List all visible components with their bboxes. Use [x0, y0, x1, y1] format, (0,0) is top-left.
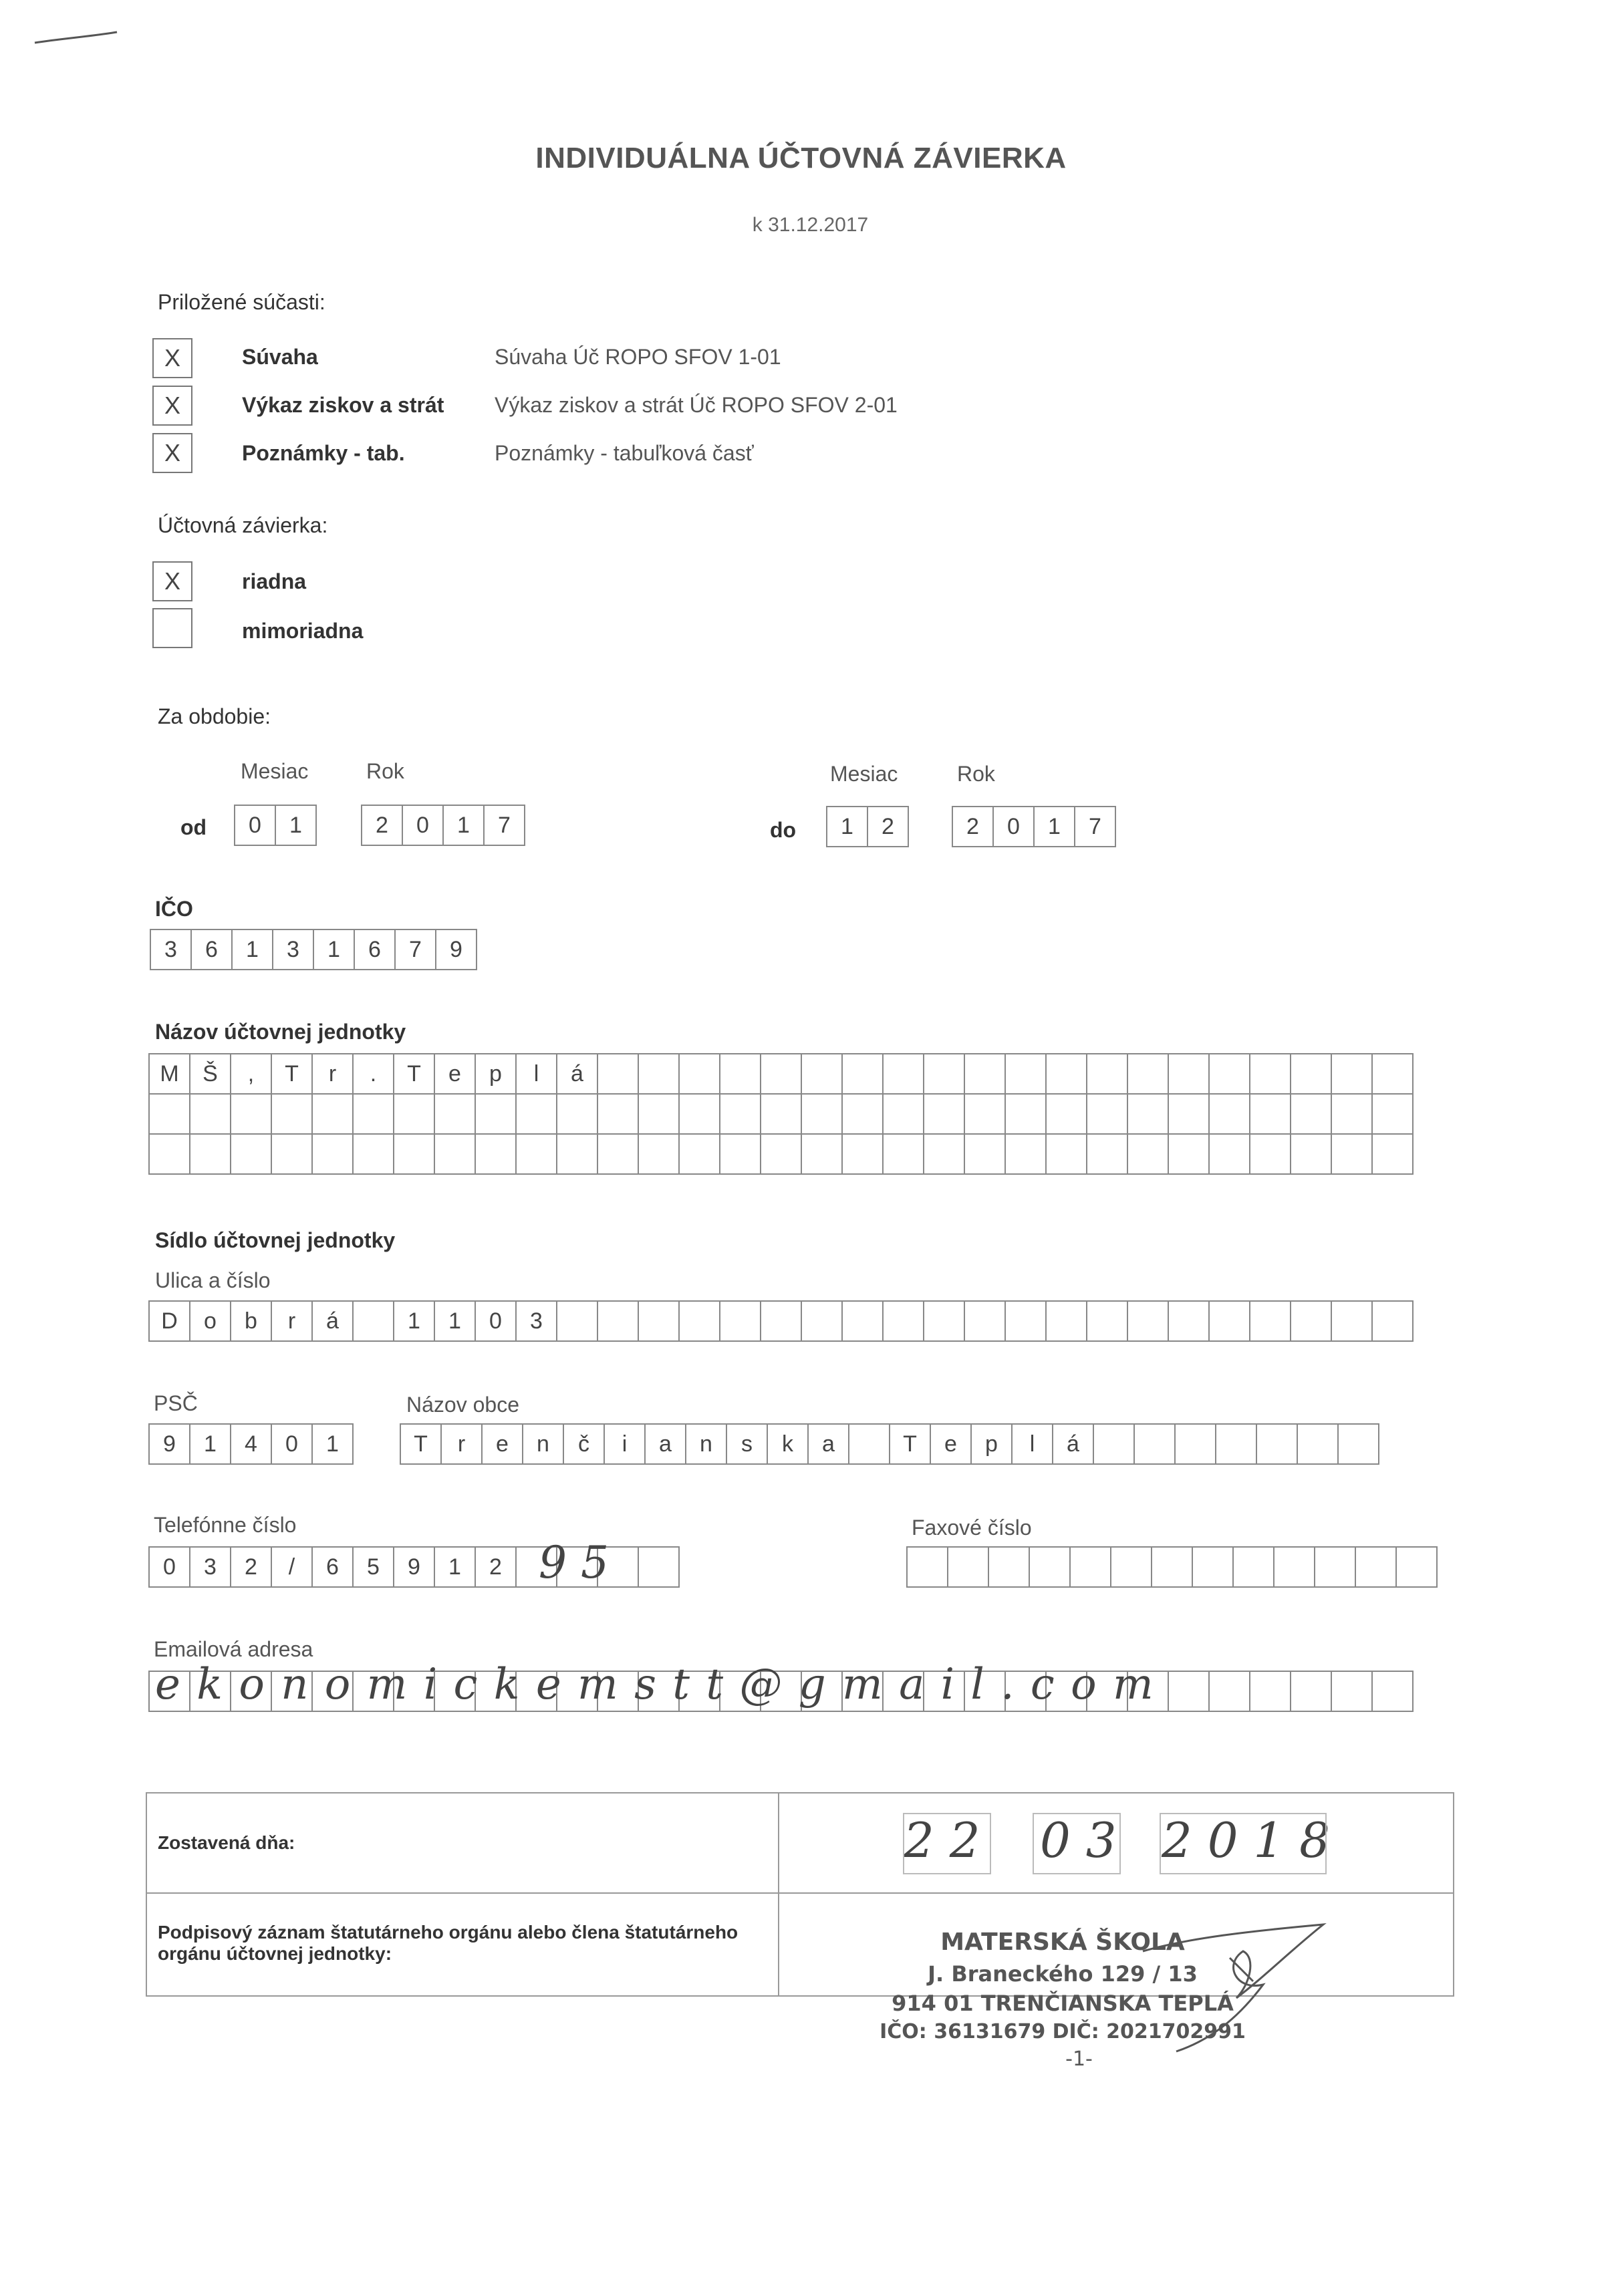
empty-cell	[1169, 1671, 1210, 1712]
from-label: od	[180, 815, 207, 839]
empty-cell	[720, 1093, 761, 1135]
empty-cell	[1087, 1093, 1128, 1135]
closing-checkbox-mimoriadna[interactable]	[152, 608, 192, 648]
psc-digit: 0	[272, 1423, 313, 1465]
attachment-desc-suvaha: Súvaha Úč ROPO SFOV 1-01	[495, 345, 781, 369]
city-char: k	[768, 1423, 809, 1465]
city-char: i	[605, 1423, 646, 1465]
empty-cell	[1006, 1300, 1047, 1342]
empty-cell	[720, 1300, 761, 1342]
ico-digit: 3	[151, 929, 192, 970]
street-char: 1	[394, 1300, 435, 1342]
compiled-year: 2 0 1 8	[1162, 1812, 1330, 1868]
empty-cell	[965, 1300, 1006, 1342]
empty-cell	[965, 1053, 1006, 1095]
signoff-divider-horizontal	[146, 1892, 1454, 1894]
phone-char: 0	[150, 1546, 190, 1588]
to-year-label: Rok	[957, 762, 995, 786]
empty-cell	[1169, 1053, 1210, 1095]
empty-cell	[150, 1093, 190, 1135]
empty-cell	[1210, 1300, 1250, 1342]
empty-cell	[761, 1093, 802, 1135]
empty-cell	[1006, 1093, 1047, 1135]
empty-cell	[1250, 1671, 1291, 1712]
empty-cell	[884, 1053, 924, 1095]
empty-cell	[1332, 1671, 1373, 1712]
from-month-digit: 1	[276, 805, 317, 846]
page-number: -1-	[1065, 2047, 1093, 2071]
to-year-digit: 7	[1075, 806, 1116, 847]
empty-cell	[1234, 1546, 1274, 1588]
city-char: r	[442, 1423, 483, 1465]
to-year-digit: 1	[1035, 806, 1075, 847]
empty-cell	[1169, 1093, 1210, 1135]
entity-name-row-2	[148, 1093, 1414, 1135]
empty-cell	[1006, 1133, 1047, 1175]
entity-name-char: M	[150, 1053, 190, 1095]
signoff-divider-vertical	[778, 1792, 779, 1997]
closing-label-riadna: riadna	[242, 569, 307, 593]
empty-cell	[1087, 1300, 1128, 1342]
psc-label: PSČ	[154, 1391, 198, 1415]
pen-mark	[33, 27, 120, 47]
empty-cell	[1332, 1133, 1373, 1175]
empty-cell	[1210, 1093, 1250, 1135]
from-month-label: Mesiac	[241, 759, 309, 783]
empty-cell	[1071, 1546, 1111, 1588]
ico-digit: 3	[273, 929, 314, 970]
empty-cell	[1339, 1423, 1379, 1465]
phone-handwritten-digits: 9 5	[539, 1537, 609, 1588]
empty-cell	[720, 1053, 761, 1095]
empty-cell	[1006, 1053, 1047, 1095]
street-char: 3	[517, 1300, 557, 1342]
phone-char: 9	[394, 1546, 435, 1588]
attachment-label-suvaha: Súvaha	[242, 345, 318, 369]
from-year-label: Rok	[366, 759, 404, 783]
empty-cell	[313, 1093, 354, 1135]
empty-cell	[948, 1546, 989, 1588]
entity-name-row-1	[148, 1053, 1414, 1095]
ico-digit: 6	[355, 929, 396, 970]
to-year-field[interactable]	[952, 806, 1116, 847]
period-heading: Za obdobie:	[158, 704, 271, 728]
street-char: D	[150, 1300, 190, 1342]
empty-cell	[1047, 1133, 1087, 1175]
empty-cell	[1298, 1423, 1339, 1465]
entity-name-row-3	[148, 1133, 1414, 1175]
empty-cell	[843, 1093, 884, 1135]
street-char: b	[231, 1300, 272, 1342]
empty-cell	[1210, 1133, 1250, 1175]
ico-label: IČO	[155, 897, 193, 921]
empty-cell	[435, 1133, 476, 1175]
empty-cell	[639, 1546, 680, 1588]
phone-char: 2	[476, 1546, 517, 1588]
empty-cell	[598, 1053, 639, 1095]
phone-char: 2	[231, 1546, 272, 1588]
empty-cell	[1152, 1546, 1193, 1588]
entity-name-char: T	[272, 1053, 313, 1095]
empty-cell	[1250, 1093, 1291, 1135]
entity-name-char: ,	[231, 1053, 272, 1095]
attachment-label-vykaz: Výkaz ziskov a strát	[242, 393, 444, 417]
empty-cell	[802, 1300, 843, 1342]
city-char: T	[890, 1423, 931, 1465]
empty-cell	[394, 1133, 435, 1175]
from-year-field[interactable]	[361, 805, 525, 846]
empty-cell	[802, 1053, 843, 1095]
street-char: 0	[476, 1300, 517, 1342]
empty-cell	[1169, 1133, 1210, 1175]
from-month-field[interactable]	[234, 805, 317, 846]
stamp-line-3: 914 01 TRENČIANSKA TEPLÁ	[892, 1991, 1234, 2016]
empty-cell	[1315, 1546, 1356, 1588]
empty-cell	[1373, 1093, 1414, 1135]
city-char	[849, 1423, 890, 1465]
empty-cell	[639, 1053, 680, 1095]
city-field[interactable]	[400, 1423, 1379, 1465]
entity-name-char: l	[517, 1053, 557, 1095]
empty-cell	[989, 1546, 1030, 1588]
from-month-digit: 0	[235, 805, 276, 846]
city-char: e	[931, 1423, 972, 1465]
city-char: l	[1013, 1423, 1053, 1465]
empty-cell	[517, 1133, 557, 1175]
empty-cell	[557, 1093, 598, 1135]
empty-cell	[1332, 1093, 1373, 1135]
attachment-checkbox-suvaha[interactable]: X	[152, 338, 192, 378]
entity-name-char: á	[557, 1053, 598, 1095]
empty-cell	[1373, 1671, 1414, 1712]
empty-cell	[517, 1093, 557, 1135]
fax-field[interactable]	[906, 1546, 1438, 1588]
empty-cell	[557, 1300, 598, 1342]
entity-name-char: Š	[190, 1053, 231, 1095]
from-year-digit: 7	[485, 805, 525, 846]
empty-cell	[802, 1093, 843, 1135]
city-char: p	[972, 1423, 1013, 1465]
phone-char: 1	[435, 1546, 476, 1588]
address-heading: Sídlo účtovnej jednotky	[155, 1228, 396, 1252]
empty-cell	[1210, 1671, 1250, 1712]
city-char: T	[401, 1423, 442, 1465]
empty-cell	[680, 1133, 720, 1175]
empty-cell	[598, 1093, 639, 1135]
empty-cell	[884, 1300, 924, 1342]
empty-cell	[1291, 1093, 1332, 1135]
empty-cell	[1128, 1053, 1169, 1095]
ico-digit: 1	[314, 929, 355, 970]
empty-cell	[843, 1133, 884, 1175]
stamp-line-1: MATERSKÁ ŠKOLA	[940, 1928, 1185, 1956]
empty-cell	[1176, 1423, 1216, 1465]
empty-cell	[1274, 1546, 1315, 1588]
ico-digit: 9	[436, 929, 477, 970]
empty-cell	[231, 1093, 272, 1135]
empty-cell	[598, 1300, 639, 1342]
street-char: o	[190, 1300, 231, 1342]
empty-cell	[965, 1133, 1006, 1175]
city-label: Názov obce	[406, 1393, 519, 1417]
empty-cell	[272, 1133, 313, 1175]
psc-field[interactable]	[148, 1423, 354, 1465]
compiled-day: 2 2	[904, 1812, 980, 1868]
empty-cell	[639, 1300, 680, 1342]
phone-char: 5	[354, 1546, 394, 1588]
street-char: á	[313, 1300, 354, 1342]
document-date: k 31.12.2017	[752, 214, 869, 236]
empty-cell	[1257, 1423, 1298, 1465]
city-char: a	[646, 1423, 686, 1465]
psc-digit: 9	[150, 1423, 190, 1465]
fax-label: Faxové číslo	[912, 1516, 1032, 1540]
empty-cell	[1356, 1546, 1397, 1588]
empty-cell	[908, 1546, 948, 1588]
empty-cell	[190, 1133, 231, 1175]
empty-cell	[1111, 1546, 1152, 1588]
empty-cell	[1291, 1671, 1332, 1712]
empty-cell	[313, 1133, 354, 1175]
empty-cell	[680, 1300, 720, 1342]
empty-cell	[1250, 1133, 1291, 1175]
attachment-label-poznamky: Poznámky - tab.	[242, 441, 405, 465]
empty-cell	[761, 1133, 802, 1175]
empty-cell	[1250, 1300, 1291, 1342]
entity-name-char: .	[354, 1053, 394, 1095]
empty-cell	[639, 1093, 680, 1135]
empty-cell	[965, 1093, 1006, 1135]
attachments-heading: Priložené súčasti:	[158, 290, 325, 314]
from-year-digit: 2	[362, 805, 403, 846]
entity-name-char: T	[394, 1053, 435, 1095]
empty-cell	[394, 1093, 435, 1135]
street-label: Ulica a číslo	[155, 1268, 271, 1292]
empty-cell	[639, 1133, 680, 1175]
empty-cell	[1332, 1300, 1373, 1342]
empty-cell	[435, 1093, 476, 1135]
to-month-digit: 1	[827, 806, 868, 847]
city-char: n	[686, 1423, 727, 1465]
city-char: n	[523, 1423, 564, 1465]
empty-cell	[924, 1133, 965, 1175]
empty-cell	[1128, 1133, 1169, 1175]
to-month-label: Mesiac	[830, 762, 898, 786]
stamp-line-2: J. Braneckého 129 / 13	[928, 1961, 1198, 1987]
city-char: č	[564, 1423, 605, 1465]
entity-name-field[interactable]	[148, 1053, 1414, 1175]
to-year-digit: 0	[994, 806, 1035, 847]
empty-cell	[843, 1300, 884, 1342]
empty-cell	[1087, 1053, 1128, 1095]
empty-cell	[924, 1300, 965, 1342]
attachment-desc-poznamky: Poznámky - tabuľková časť	[495, 441, 754, 465]
empty-cell	[476, 1093, 517, 1135]
empty-cell	[802, 1133, 843, 1175]
empty-cell	[476, 1133, 517, 1175]
empty-cell	[190, 1093, 231, 1135]
signature-scribble	[1136, 1911, 1337, 2058]
compiled-month: 0 3	[1040, 1812, 1117, 1868]
empty-cell	[231, 1133, 272, 1175]
empty-cell	[598, 1133, 639, 1175]
ico-field[interactable]	[150, 929, 477, 970]
closing-heading: Účtovná závierka:	[158, 513, 328, 537]
psc-digit: 1	[190, 1423, 231, 1465]
empty-cell	[150, 1133, 190, 1175]
empty-cell	[884, 1093, 924, 1135]
ico-digit: 1	[233, 929, 273, 970]
psc-digit: 4	[231, 1423, 272, 1465]
compiled-date-label: Zostavená dňa:	[158, 1832, 295, 1853]
to-month-digit: 2	[868, 806, 909, 847]
closing-label-mimoriadna: mimoriadna	[242, 619, 364, 643]
entity-name-char: e	[435, 1053, 476, 1095]
empty-cell	[1291, 1133, 1332, 1175]
empty-cell	[761, 1300, 802, 1342]
empty-cell	[557, 1133, 598, 1175]
psc-digit: 1	[313, 1423, 354, 1465]
empty-cell	[1216, 1423, 1257, 1465]
street-char: 1	[435, 1300, 476, 1342]
entity-name-label: Názov účtovnej jednotky	[155, 1020, 406, 1044]
empty-cell	[1030, 1546, 1071, 1588]
phone-char: 6	[313, 1546, 354, 1588]
empty-cell	[924, 1053, 965, 1095]
ico-digit: 7	[396, 929, 436, 970]
from-year-digit: 1	[444, 805, 485, 846]
city-char: s	[727, 1423, 768, 1465]
attachment-checkbox-vykaz[interactable]: X	[152, 386, 192, 426]
city-char: a	[809, 1423, 849, 1465]
email-handwritten: e k o n o m i c k e m s t t @ g m a i l . c o m	[155, 1660, 1155, 1709]
street-field[interactable]	[148, 1300, 1414, 1342]
empty-cell	[1373, 1133, 1414, 1175]
entity-name-char: p	[476, 1053, 517, 1095]
entity-name-char: r	[313, 1053, 354, 1095]
empty-cell	[1128, 1300, 1169, 1342]
empty-cell	[1373, 1053, 1414, 1095]
empty-cell	[761, 1053, 802, 1095]
phone-label: Telefónne číslo	[154, 1513, 297, 1537]
empty-cell	[1094, 1423, 1135, 1465]
empty-cell	[354, 1133, 394, 1175]
attachment-desc-vykaz: Výkaz ziskov a strát Úč ROPO SFOV 2-01	[495, 393, 898, 417]
to-label: do	[770, 818, 797, 842]
empty-cell	[1291, 1300, 1332, 1342]
empty-cell	[1332, 1053, 1373, 1095]
date-boxes	[902, 1810, 1330, 1883]
street-char: r	[272, 1300, 313, 1342]
city-char: á	[1053, 1423, 1094, 1465]
empty-cell	[924, 1093, 965, 1135]
ico-digit: 6	[192, 929, 233, 970]
email-label: Emailová adresa	[154, 1637, 313, 1661]
closing-checkbox-riadna[interactable]: X	[152, 561, 192, 601]
empty-cell	[680, 1053, 720, 1095]
to-month-field[interactable]	[826, 806, 909, 847]
city-char: e	[483, 1423, 523, 1465]
empty-cell	[843, 1053, 884, 1095]
empty-cell	[1210, 1053, 1250, 1095]
empty-cell	[1169, 1300, 1210, 1342]
empty-cell	[1373, 1300, 1414, 1342]
empty-cell	[1047, 1300, 1087, 1342]
empty-cell	[1047, 1093, 1087, 1135]
empty-cell	[1128, 1093, 1169, 1135]
empty-cell	[1397, 1546, 1438, 1588]
stamp-line-4: IČO: 36131679 DIČ: 2021702991	[880, 2020, 1246, 2043]
empty-cell	[1193, 1546, 1234, 1588]
empty-cell	[720, 1133, 761, 1175]
to-year-digit: 2	[953, 806, 994, 847]
empty-cell	[354, 1093, 394, 1135]
document-title: INDIVIDUÁLNA ÚČTOVNÁ ZÁVIERKA	[535, 142, 1067, 174]
empty-cell	[884, 1133, 924, 1175]
empty-cell	[1250, 1053, 1291, 1095]
empty-cell	[1135, 1423, 1176, 1465]
phone-char: 3	[190, 1546, 231, 1588]
phone-char: /	[272, 1546, 313, 1588]
empty-cell	[1291, 1053, 1332, 1095]
empty-cell	[272, 1093, 313, 1135]
empty-cell	[680, 1093, 720, 1135]
empty-cell	[1047, 1053, 1087, 1095]
attachment-checkbox-poznamky[interactable]: X	[152, 433, 192, 473]
signature-label: Podpisový záznam štatutárneho orgánu alebo člena štatutárneho orgánu účtovnej jednotky:	[158, 1922, 739, 1964]
from-year-digit: 0	[403, 805, 444, 846]
street-char	[354, 1300, 394, 1342]
empty-cell	[1087, 1133, 1128, 1175]
